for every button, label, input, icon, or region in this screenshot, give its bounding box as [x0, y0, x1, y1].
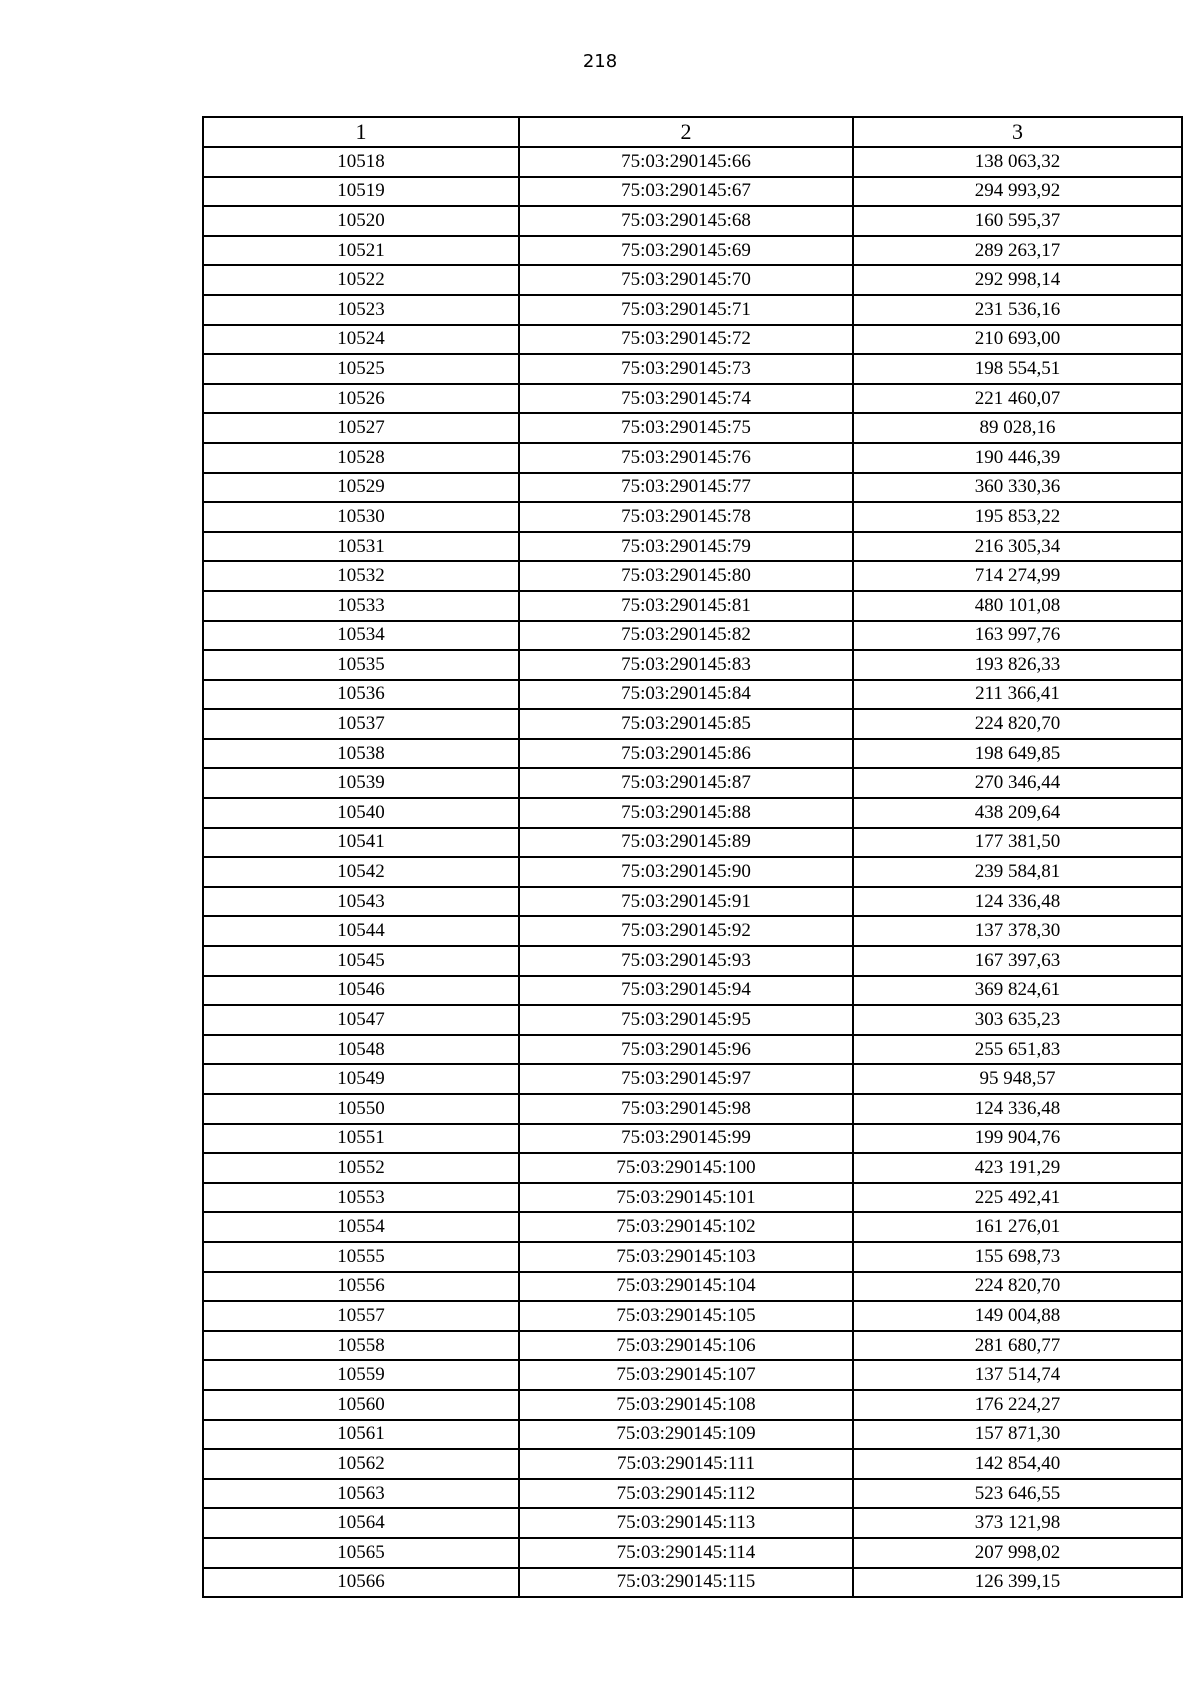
cadastral-value-cell: 161 276,01 — [853, 1212, 1182, 1242]
cadastral-value-cell: 360 330,36 — [853, 473, 1182, 503]
row-number-cell: 10559 — [203, 1360, 519, 1390]
cadastral-number-cell: 75:03:290145:86 — [519, 739, 853, 769]
table-row — [203, 946, 1182, 976]
cadastral-number-cell: 75:03:290145:103 — [519, 1242, 853, 1272]
cadastral-number-cell: 75:03:290145:101 — [519, 1183, 853, 1213]
cadastral-number-cell: 75:03:290145:114 — [519, 1538, 853, 1568]
cadastral-number-cell: 75:03:290145:100 — [519, 1153, 853, 1183]
cadastral-number-cell: 75:03:290145:113 — [519, 1508, 853, 1538]
cadastral-value-cell: 124 336,48 — [853, 887, 1182, 917]
table-header-row — [203, 117, 1182, 147]
cadastral-number-cell: 75:03:290145:92 — [519, 916, 853, 946]
cadastral-value-cell: 199 904,76 — [853, 1124, 1182, 1154]
table-row — [203, 709, 1182, 739]
table-row — [203, 532, 1182, 562]
row-number-cell: 10524 — [203, 325, 519, 355]
cadastral-number-cell: 75:03:290145:70 — [519, 265, 853, 295]
row-number-cell: 10542 — [203, 857, 519, 887]
cadastral-value-cell: 177 381,50 — [853, 828, 1182, 858]
table-row — [203, 1064, 1182, 1094]
row-number-cell: 10553 — [203, 1183, 519, 1213]
table-row — [203, 1390, 1182, 1420]
table-row — [203, 916, 1182, 946]
cadastral-value-cell: 292 998,14 — [853, 265, 1182, 295]
table-row — [203, 1242, 1182, 1272]
row-number-cell: 10543 — [203, 887, 519, 917]
table-row — [203, 1420, 1182, 1450]
cadastral-value-cell: 160 595,37 — [853, 206, 1182, 236]
cadastral-value-cell: 523 646,55 — [853, 1479, 1182, 1509]
table-row — [203, 177, 1182, 207]
cadastral-number-cell: 75:03:290145:81 — [519, 591, 853, 621]
cadastral-number-cell: 75:03:290145:82 — [519, 621, 853, 651]
cadastral-value-cell: 216 305,34 — [853, 532, 1182, 562]
cadastral-value-cell: 142 854,40 — [853, 1449, 1182, 1479]
row-number-cell: 10520 — [203, 206, 519, 236]
column-header-2: 2 — [519, 117, 853, 147]
row-number-cell: 10519 — [203, 177, 519, 207]
table-body — [203, 147, 1182, 1597]
table-row — [203, 354, 1182, 384]
cadastral-value-cell: 480 101,08 — [853, 591, 1182, 621]
table-row — [203, 680, 1182, 710]
page-number: 218 — [582, 51, 618, 72]
row-number-cell: 10557 — [203, 1301, 519, 1331]
cadastral-value-cell: 95 948,57 — [853, 1064, 1182, 1094]
row-number-cell: 10563 — [203, 1479, 519, 1509]
row-number-cell: 10545 — [203, 946, 519, 976]
row-number-cell: 10536 — [203, 680, 519, 710]
cadastral-number-cell: 75:03:290145:109 — [519, 1420, 853, 1450]
cadastral-number-cell: 75:03:290145:69 — [519, 236, 853, 266]
row-number-cell: 10552 — [203, 1153, 519, 1183]
cadastral-value-cell: 198 554,51 — [853, 354, 1182, 384]
cadastral-value-cell: 193 826,33 — [853, 650, 1182, 680]
row-number-cell: 10534 — [203, 621, 519, 651]
cadastral-number-cell: 75:03:290145:67 — [519, 177, 853, 207]
cadastral-value-cell: 423 191,29 — [853, 1153, 1182, 1183]
row-number-cell: 10522 — [203, 265, 519, 295]
cadastral-number-cell: 75:03:290145:89 — [519, 828, 853, 858]
cadastral-number-cell: 75:03:290145:72 — [519, 325, 853, 355]
cadastral-value-cell: 714 274,99 — [853, 561, 1182, 591]
table-row — [203, 1301, 1182, 1331]
row-number-cell: 10532 — [203, 561, 519, 591]
table-row — [203, 768, 1182, 798]
row-number-cell: 10554 — [203, 1212, 519, 1242]
cadastral-number-cell: 75:03:290145:75 — [519, 413, 853, 443]
cadastral-number-cell: 75:03:290145:90 — [519, 857, 853, 887]
cadastral-value-cell: 270 346,44 — [853, 768, 1182, 798]
cadastral-value-cell: 190 446,39 — [853, 443, 1182, 473]
row-number-cell: 10566 — [203, 1568, 519, 1598]
table-row — [203, 798, 1182, 828]
table-row — [203, 295, 1182, 325]
cadastral-number-cell: 75:03:290145:85 — [519, 709, 853, 739]
cadastral-value-cell: 239 584,81 — [853, 857, 1182, 887]
cadastral-value-cell: 303 635,23 — [853, 1005, 1182, 1035]
cadastral-number-cell: 75:03:290145:98 — [519, 1094, 853, 1124]
cadastral-value-cell: 255 651,83 — [853, 1035, 1182, 1065]
cadastral-number-cell: 75:03:290145:79 — [519, 532, 853, 562]
table-row — [203, 1449, 1182, 1479]
cadastral-value-cell: 198 649,85 — [853, 739, 1182, 769]
row-number-cell: 10544 — [203, 916, 519, 946]
cadastral-number-cell: 75:03:290145:80 — [519, 561, 853, 591]
row-number-cell: 10533 — [203, 591, 519, 621]
cadastral-number-cell: 75:03:290145:71 — [519, 295, 853, 325]
table-row — [203, 413, 1182, 443]
cadastral-value-cell: 224 820,70 — [853, 709, 1182, 739]
row-number-cell: 10560 — [203, 1390, 519, 1420]
cadastral-value-cell: 207 998,02 — [853, 1538, 1182, 1568]
table-row — [203, 1153, 1182, 1183]
table-row — [203, 739, 1182, 769]
row-number-cell: 10527 — [203, 413, 519, 443]
cadastral-number-cell: 75:03:290145:78 — [519, 502, 853, 532]
row-number-cell: 10535 — [203, 650, 519, 680]
cadastral-value-cell: 294 993,92 — [853, 177, 1182, 207]
table-row — [203, 591, 1182, 621]
cadastral-value-cell: 124 336,48 — [853, 1094, 1182, 1124]
cadastral-value-cell: 373 121,98 — [853, 1508, 1182, 1538]
cadastral-number-cell: 75:03:290145:111 — [519, 1449, 853, 1479]
table-row — [203, 1479, 1182, 1509]
row-number-cell: 10525 — [203, 354, 519, 384]
table-row — [203, 1331, 1182, 1361]
row-number-cell: 10540 — [203, 798, 519, 828]
cadastral-value-cell: 195 853,22 — [853, 502, 1182, 532]
table-row — [203, 857, 1182, 887]
cadastral-number-cell: 75:03:290145:108 — [519, 1390, 853, 1420]
cadastral-value-cell: 369 824,61 — [853, 976, 1182, 1006]
cadastral-number-cell: 75:03:290145:88 — [519, 798, 853, 828]
cadastral-value-cell: 225 492,41 — [853, 1183, 1182, 1213]
cadastral-value-cell: 89 028,16 — [853, 413, 1182, 443]
table-row — [203, 473, 1182, 503]
row-number-cell: 10546 — [203, 976, 519, 1006]
cadastral-number-cell: 75:03:290145:102 — [519, 1212, 853, 1242]
cadastral-value-cell: 137 514,74 — [853, 1360, 1182, 1390]
row-number-cell: 10550 — [203, 1094, 519, 1124]
cadastral-value-cell: 221 460,07 — [853, 384, 1182, 414]
table-row — [203, 265, 1182, 295]
cadastral-value-cell: 438 209,64 — [853, 798, 1182, 828]
row-number-cell: 10549 — [203, 1064, 519, 1094]
row-number-cell: 10523 — [203, 295, 519, 325]
row-number-cell: 10556 — [203, 1272, 519, 1302]
cadastral-number-cell: 75:03:290145:95 — [519, 1005, 853, 1035]
cadastral-number-cell: 75:03:290145:106 — [519, 1331, 853, 1361]
cadastral-value-cell: 224 820,70 — [853, 1272, 1182, 1302]
cadastral-number-cell: 75:03:290145:66 — [519, 147, 853, 177]
table-row — [203, 1568, 1182, 1598]
cadastral-value-cell: 126 399,15 — [853, 1568, 1182, 1598]
column-header-3: 3 — [853, 117, 1182, 147]
table-row — [203, 1538, 1182, 1568]
table-row — [203, 325, 1182, 355]
row-number-cell: 10561 — [203, 1420, 519, 1450]
cadastral-value-cell: 163 997,76 — [853, 621, 1182, 651]
cadastral-number-cell: 75:03:290145:94 — [519, 976, 853, 1006]
cadastral-number-cell: 75:03:290145:99 — [519, 1124, 853, 1154]
table-row — [203, 1212, 1182, 1242]
table-row — [203, 650, 1182, 680]
table-row — [203, 1508, 1182, 1538]
table-row — [203, 1183, 1182, 1213]
cadastral-value-cell: 289 263,17 — [853, 236, 1182, 266]
cadastral-value-cell: 149 004,88 — [853, 1301, 1182, 1331]
row-number-cell: 10547 — [203, 1005, 519, 1035]
table-row — [203, 443, 1182, 473]
cadastral-value-cell: 176 224,27 — [853, 1390, 1182, 1420]
row-number-cell: 10555 — [203, 1242, 519, 1272]
table-row — [203, 147, 1182, 177]
cadastral-number-cell: 75:03:290145:115 — [519, 1568, 853, 1598]
cadastral-value-cell: 210 693,00 — [853, 325, 1182, 355]
cadastral-number-cell: 75:03:290145:68 — [519, 206, 853, 236]
column-header-1: 1 — [203, 117, 519, 147]
row-number-cell: 10529 — [203, 473, 519, 503]
row-number-cell: 10526 — [203, 384, 519, 414]
cadastral-value-cell: 155 698,73 — [853, 1242, 1182, 1272]
row-number-cell: 10551 — [203, 1124, 519, 1154]
row-number-cell: 10565 — [203, 1538, 519, 1568]
table-row — [203, 1124, 1182, 1154]
row-number-cell: 10548 — [203, 1035, 519, 1065]
row-number-cell: 10541 — [203, 828, 519, 858]
cadastral-number-cell: 75:03:290145:107 — [519, 1360, 853, 1390]
table-row — [203, 621, 1182, 651]
table-row — [203, 828, 1182, 858]
cadastral-number-cell: 75:03:290145:77 — [519, 473, 853, 503]
row-number-cell: 10538 — [203, 739, 519, 769]
table-row — [203, 1094, 1182, 1124]
cadastral-value-cell: 281 680,77 — [853, 1331, 1182, 1361]
row-number-cell: 10539 — [203, 768, 519, 798]
cadastral-number-cell: 75:03:290145:83 — [519, 650, 853, 680]
row-number-cell: 10537 — [203, 709, 519, 739]
row-number-cell: 10528 — [203, 443, 519, 473]
cadastral-value-cell: 167 397,63 — [853, 946, 1182, 976]
table-row — [203, 206, 1182, 236]
cadastral-value-cell: 157 871,30 — [853, 1420, 1182, 1450]
table-row — [203, 561, 1182, 591]
cadastral-value-cell: 138 063,32 — [853, 147, 1182, 177]
cadastral-number-cell: 75:03:290145:93 — [519, 946, 853, 976]
cadastral-number-cell: 75:03:290145:76 — [519, 443, 853, 473]
row-number-cell: 10562 — [203, 1449, 519, 1479]
cadastral-number-cell: 75:03:290145:96 — [519, 1035, 853, 1065]
table-row — [203, 384, 1182, 414]
row-number-cell: 10564 — [203, 1508, 519, 1538]
cadastral-number-cell: 75:03:290145:84 — [519, 680, 853, 710]
table-row — [203, 976, 1182, 1006]
cadastral-value-cell: 137 378,30 — [853, 916, 1182, 946]
cadastral-value-cell: 211 366,41 — [853, 680, 1182, 710]
row-number-cell: 10531 — [203, 532, 519, 562]
cadastral-number-cell: 75:03:290145:74 — [519, 384, 853, 414]
table-row — [203, 236, 1182, 266]
cadastral-number-cell: 75:03:290145:104 — [519, 1272, 853, 1302]
cadastral-value-cell: 231 536,16 — [853, 295, 1182, 325]
table-row — [203, 1035, 1182, 1065]
table-row — [203, 1005, 1182, 1035]
cadastral-number-cell: 75:03:290145:105 — [519, 1301, 853, 1331]
row-number-cell: 10521 — [203, 236, 519, 266]
row-number-cell: 10530 — [203, 502, 519, 532]
table-row — [203, 887, 1182, 917]
cadastral-number-cell: 75:03:290145:91 — [519, 887, 853, 917]
cadastral-number-cell: 75:03:290145:73 — [519, 354, 853, 384]
cadastral-number-cell: 75:03:290145:87 — [519, 768, 853, 798]
cadastral-value-table — [202, 116, 1183, 1598]
cadastral-number-cell: 75:03:290145:112 — [519, 1479, 853, 1509]
row-number-cell: 10518 — [203, 147, 519, 177]
table-row — [203, 1360, 1182, 1390]
row-number-cell: 10558 — [203, 1331, 519, 1361]
table-row — [203, 502, 1182, 532]
cadastral-number-cell: 75:03:290145:97 — [519, 1064, 853, 1094]
table-row — [203, 1272, 1182, 1302]
